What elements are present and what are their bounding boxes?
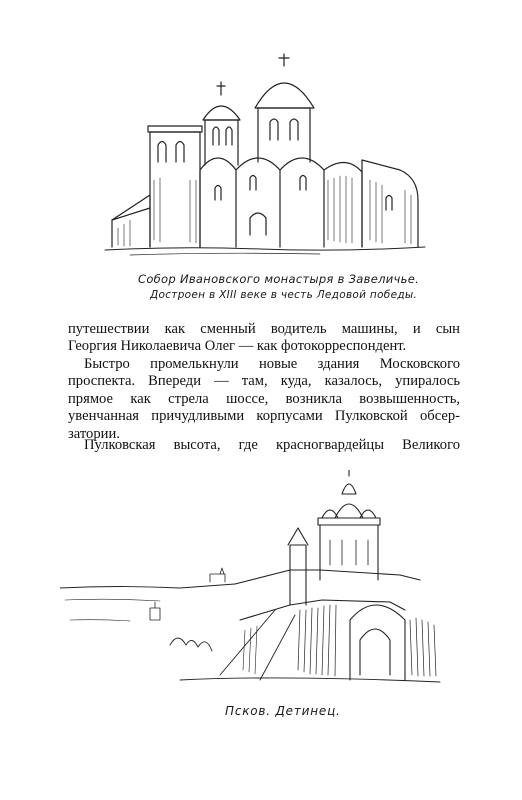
text-line: проспекта. Впереди — там, куда, казалось, упиралось xyxy=(68,373,460,390)
figure-caption-top-line2: Достроен в XIII веке в честь Ледовой победы. xyxy=(150,289,418,301)
figure-caption-top-line1: Собор Ивановского монастыря в Завеличье. xyxy=(138,272,420,286)
text-line: Георгия Николаевича Олег — как фотокорреспондент. xyxy=(68,338,407,355)
figure-caption-bottom: Псков. Детинец. xyxy=(225,704,341,718)
cathedral-illustration xyxy=(100,50,430,265)
paragraph-2 xyxy=(68,356,460,443)
text-line: путешествии как сменный водитель машины, и сын xyxy=(68,321,460,337)
text-line: прямое как стрела шоссе, возникла возвышенность, xyxy=(68,390,460,407)
text-line: Пулковская высота, где красногвардейцы Великого xyxy=(84,437,460,453)
text-line: затории. xyxy=(68,425,120,442)
paragraph-1 xyxy=(68,321,460,356)
text-line: увенчанная причудливыми корпусами Пулковской обсер- xyxy=(68,408,460,425)
pskov-kremlin-illustration xyxy=(60,470,470,690)
text-line: Быстро промелькнули новые здания Московского xyxy=(84,356,460,372)
paragraph-3 xyxy=(68,437,460,454)
